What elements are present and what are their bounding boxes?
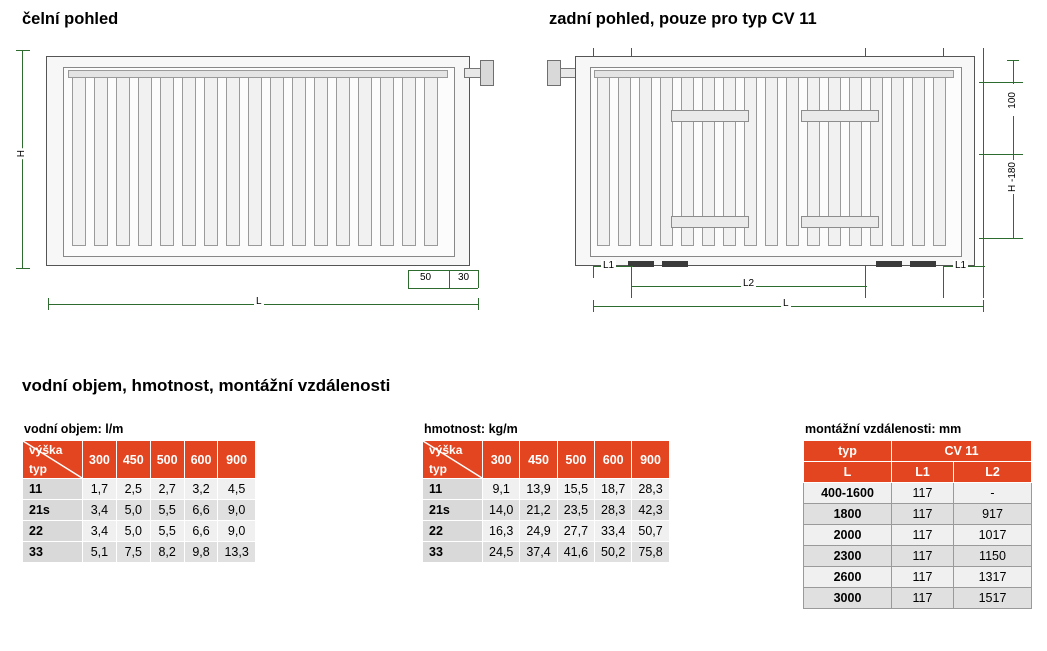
dim-label-100: 100 [1007, 92, 1018, 109]
radiator-front-panel [63, 67, 455, 257]
corner-label-type: typ [29, 462, 47, 476]
radiator-fin [314, 76, 328, 246]
cell: 9,0 [218, 500, 255, 521]
cell-l1: 117 [892, 483, 954, 504]
col-header: 300 [83, 441, 117, 479]
dim-100-guide [979, 82, 1023, 83]
cell: 14,0 [483, 500, 520, 521]
dim-l-tick-left [48, 298, 49, 310]
cell: 1,7 [83, 479, 117, 500]
table-row [23, 479, 256, 500]
cell-l: 2300 [804, 546, 892, 567]
corner-label-height: výška [29, 443, 63, 457]
mount-bracket [801, 216, 879, 228]
table-mounting-distances-wrap [803, 422, 1032, 609]
header-corner-cell [23, 441, 83, 479]
radiator-front-body [46, 56, 470, 266]
cell: 28,3 [632, 479, 669, 500]
cell: 5,5 [150, 521, 184, 542]
cell-l1: 117 [892, 504, 954, 525]
cell: 37,4 [520, 542, 557, 563]
valve-body [480, 60, 494, 86]
cell: 9,1 [483, 479, 520, 500]
cell-l2: 1017 [954, 525, 1032, 546]
cell: 5,1 [83, 542, 117, 563]
table-row [804, 525, 1032, 546]
table-weight-wrap [422, 422, 670, 563]
cell: 5,0 [116, 500, 150, 521]
row-header-type: 22 [23, 521, 83, 542]
table-row [23, 521, 256, 542]
cell-l2: 917 [954, 504, 1032, 525]
radiator-fin [94, 76, 108, 246]
mount-foot [910, 261, 936, 267]
mount-foot [662, 261, 688, 267]
row-header-type: 11 [423, 479, 483, 500]
cell: 16,3 [483, 521, 520, 542]
dim-5030-mid [449, 270, 450, 288]
cell-l1: 117 [892, 546, 954, 567]
cell-l: 1800 [804, 504, 892, 525]
cell-l: 2600 [804, 567, 892, 588]
table-row [423, 542, 670, 563]
dim-tick-bottom [16, 268, 30, 269]
radiator-fin [292, 76, 306, 246]
radiator-top-cap [68, 70, 448, 78]
row-header-type: 21s [423, 500, 483, 521]
table-header-row [423, 441, 670, 479]
col-header: 900 [632, 441, 669, 479]
cell: 9,8 [184, 542, 218, 563]
radiator-fin [424, 76, 438, 246]
dim-l2-tick-left [631, 280, 632, 292]
radiator-fin [618, 76, 631, 246]
radiator-fin [336, 76, 350, 246]
heading-section-volume-weight: vodní objem, hmotnost, montážní vzdálenosti [22, 376, 391, 395]
cell: 6,6 [184, 500, 218, 521]
cell: 8,2 [150, 542, 184, 563]
dim-label-h: H [16, 150, 27, 158]
diagonal-slash-icon [23, 441, 82, 478]
table-row [804, 483, 1032, 504]
header-corner-cell [423, 441, 483, 479]
cell: 2,5 [116, 479, 150, 500]
dim-l-tick-right [983, 300, 984, 312]
dim-guide-right [983, 48, 984, 298]
radiator-fin [402, 76, 416, 246]
cell: 75,8 [632, 542, 669, 563]
corner-label-type: typ [429, 462, 447, 476]
cell-l: 400-1600 [804, 483, 892, 504]
dim-label-l: L [256, 296, 262, 307]
mount-bracket [801, 110, 879, 122]
row-header-type: 22 [423, 521, 483, 542]
col-header: 450 [116, 441, 150, 479]
col-header: 900 [218, 441, 255, 479]
dim-l-tick-left [593, 300, 594, 312]
radiator-fin [248, 76, 262, 246]
dim-5030-right [478, 270, 479, 288]
dim-label-50: 50 [420, 272, 432, 283]
cell: 41,6 [557, 542, 594, 563]
radiator-fin [72, 76, 86, 246]
corner-label-height: výška [429, 443, 463, 457]
cell: 28,3 [595, 500, 632, 521]
cell-l2: 1317 [954, 567, 1032, 588]
radiator-top-cap [594, 70, 954, 78]
table-row [804, 504, 1032, 525]
dim-5030-top [408, 270, 478, 271]
dim-h180-guide-bottom [979, 238, 1023, 239]
radiator-fin [912, 76, 925, 246]
radiator-fin [226, 76, 240, 246]
table-weight-caption: hmotnost: kg/m [424, 422, 518, 436]
cell-l2: 1517 [954, 588, 1032, 609]
cell-l2: - [954, 483, 1032, 504]
table-subheader-row [804, 462, 1032, 483]
mount-bracket [671, 110, 749, 122]
dim-100-line [1013, 60, 1014, 84]
dim-label-l1-left: L1 [603, 260, 615, 271]
radiator-fin [182, 76, 196, 246]
col-header: 600 [184, 441, 218, 479]
table-row [23, 500, 256, 521]
cell: 5,5 [150, 500, 184, 521]
radiator-fin [358, 76, 372, 246]
dim-5030-left [408, 270, 409, 288]
table-mounting-caption: montážní vzdálenosti: mm [805, 422, 962, 436]
drawing-front-view [8, 38, 508, 318]
mount-bracket [671, 216, 749, 228]
dim-label-l: L [783, 298, 789, 309]
table-row [804, 546, 1032, 567]
radiator-fin [639, 76, 652, 246]
radiator-fin [116, 76, 130, 246]
table-weight [422, 440, 670, 563]
dim-l-tick-right [478, 298, 479, 310]
cell: 13,3 [218, 542, 255, 563]
radiator-back-body [575, 56, 975, 266]
table-row [423, 521, 670, 542]
cell: 7,5 [116, 542, 150, 563]
cell-l2: 1150 [954, 546, 1032, 567]
cell: 15,5 [557, 479, 594, 500]
dim-l2-tick-right [865, 280, 866, 292]
table-header-row [23, 441, 256, 479]
radiator-back-panel [590, 67, 962, 257]
cell: 6,6 [184, 521, 218, 542]
radiator-fin [933, 76, 946, 246]
col-header: 450 [520, 441, 557, 479]
subheader-l: L [804, 462, 892, 483]
row-header-type: 33 [423, 542, 483, 563]
cell-l1: 117 [892, 567, 954, 588]
table-row [23, 542, 256, 563]
drawing-back-view [535, 38, 1040, 318]
cell: 24,9 [520, 521, 557, 542]
heading-front-view: čelní pohled [22, 10, 119, 28]
cell: 24,5 [483, 542, 520, 563]
col-header: 300 [483, 441, 520, 479]
table-water-volume [22, 440, 256, 563]
heading-back-view: zadní pohled, pouze pro typ CV 11 [549, 10, 817, 28]
dim-tick-top [16, 50, 30, 51]
col-header: 600 [595, 441, 632, 479]
dim-h180-guide-top [979, 154, 1023, 155]
col-header: 500 [557, 441, 594, 479]
mount-foot [876, 261, 902, 267]
cell: 4,5 [218, 479, 255, 500]
cell: 27,7 [557, 521, 594, 542]
cell: 18,7 [595, 479, 632, 500]
table-row [423, 479, 670, 500]
col-header: 500 [150, 441, 184, 479]
cell-l: 2000 [804, 525, 892, 546]
header-type-value: CV 11 [892, 441, 1032, 462]
radiator-fin [380, 76, 394, 246]
cell: 5,0 [116, 521, 150, 542]
radiator-fin [765, 76, 778, 246]
table-mounting-distances [803, 440, 1032, 609]
row-header-type: 33 [23, 542, 83, 563]
dim-100-tick [1007, 60, 1019, 61]
row-header-type: 21s [23, 500, 83, 521]
cell: 13,9 [520, 479, 557, 500]
radiator-fin [597, 76, 610, 246]
cell: 3,4 [83, 500, 117, 521]
cell: 50,7 [632, 521, 669, 542]
dim-5030-bottom [408, 288, 478, 289]
radiator-fin [270, 76, 284, 246]
cell: 9,0 [218, 521, 255, 542]
table-row [804, 567, 1032, 588]
cell: 2,7 [150, 479, 184, 500]
radiator-fin [160, 76, 174, 246]
row-header-type: 11 [23, 479, 83, 500]
radiator-fin [204, 76, 218, 246]
cell: 23,5 [557, 500, 594, 521]
cell: 3,4 [83, 521, 117, 542]
diagonal-slash-icon [423, 441, 482, 478]
dim-label-30: 30 [458, 272, 470, 283]
table-water-volume-wrap [22, 422, 256, 563]
subheader-l1: L1 [892, 462, 954, 483]
radiator-fin [138, 76, 152, 246]
cell: 3,2 [184, 479, 218, 500]
cell: 21,2 [520, 500, 557, 521]
table-water-volume-caption: vodní objem: l/m [24, 422, 124, 436]
dim-label-l2: L2 [743, 278, 755, 289]
cell-l1: 117 [892, 525, 954, 546]
cell: 42,3 [632, 500, 669, 521]
dim-label-h180: H -180 [1007, 162, 1018, 193]
table-header-row [804, 441, 1032, 462]
header-type-label: typ [804, 441, 892, 462]
cell: 50,2 [595, 542, 632, 563]
radiator-fin [891, 76, 904, 246]
table-row [423, 500, 670, 521]
radiator-fin [786, 76, 799, 246]
subheader-l2: L2 [954, 462, 1032, 483]
cell: 33,4 [595, 521, 632, 542]
cell-l1: 117 [892, 588, 954, 609]
table-row [804, 588, 1032, 609]
dim-label-l1-right: L1 [955, 260, 967, 271]
valve-body [547, 60, 561, 86]
cell-l: 3000 [804, 588, 892, 609]
